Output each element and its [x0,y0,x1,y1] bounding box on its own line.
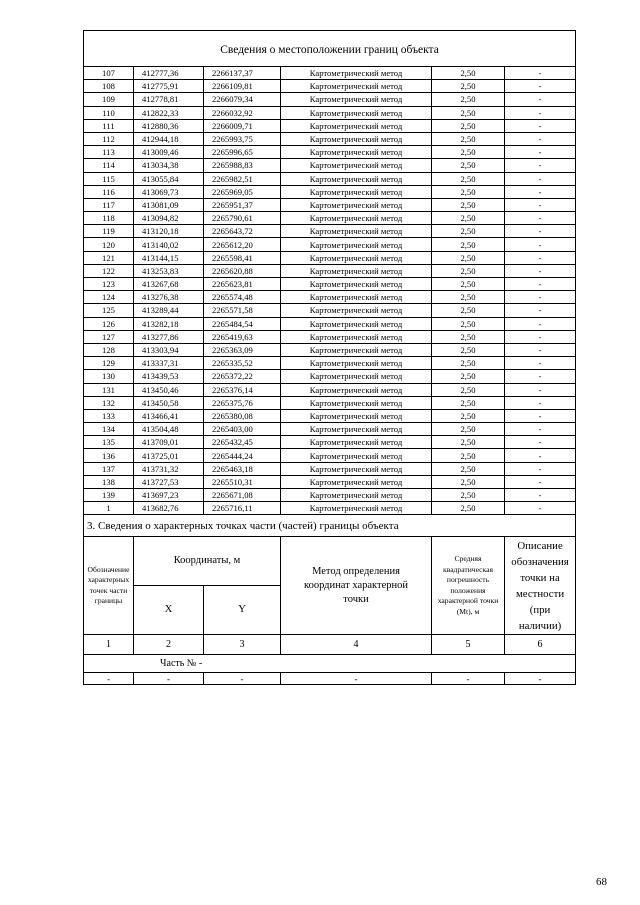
method-cell: Картометрический метод [281,449,432,462]
table-row [84,67,576,80]
point-number-cell: 128 [84,343,134,356]
error-cell: 2,50 [432,198,505,211]
y-coordinate-cell: 2265484,54 [204,317,281,330]
x-coordinate-cell: 413731,32 [134,462,204,475]
method-cell: Картометрический метод [281,475,432,488]
method-cell: Картометрический метод [281,225,432,238]
point-number-cell: 124 [84,291,134,304]
method-cell: Картометрический метод [281,291,432,304]
table-row [84,264,576,277]
table-row [84,159,576,172]
point-number-cell: 115 [84,172,134,185]
table-row [84,198,576,211]
point-number-cell: 137 [84,462,134,475]
point-number-cell: 1 [84,502,134,515]
method-cell: Картометрический метод [281,502,432,515]
description-cell: - [505,278,576,291]
point-number-cell: 133 [84,409,134,422]
point-number-cell: 130 [84,370,134,383]
table-row [84,475,576,488]
y-coordinate-cell: 2265510,31 [204,475,281,488]
table-title: Сведения о местоположении границ объекта [84,31,576,67]
description-cell: - [505,489,576,502]
x-coordinate-cell: 413140,02 [134,238,204,251]
y-coordinate-cell: 2265982,51 [204,172,281,185]
point-number-cell: 117 [84,198,134,211]
point-number-cell: 109 [84,93,134,106]
description-cell: - [505,185,576,198]
y-coordinate-cell: 2265380,08 [204,409,281,422]
description-cell: - [505,449,576,462]
description-cell: - [505,172,576,185]
point-number-cell: 132 [84,396,134,409]
y-coordinate-cell: 2265419,63 [204,330,281,343]
point-number-cell: 119 [84,225,134,238]
y-coordinate-cell: 2266137,37 [204,67,281,80]
description-cell: - [505,436,576,449]
y-coordinate-cell: 2265643,72 [204,225,281,238]
error-cell: 2,50 [432,185,505,198]
point-number-cell: 116 [84,185,134,198]
point-number-cell: 125 [84,304,134,317]
description-cell: - [505,198,576,211]
method-cell: Картометрический метод [281,159,432,172]
dash-cell: - [432,673,505,685]
method-cell: Картометрический метод [281,93,432,106]
error-cell: 2,50 [432,146,505,159]
method-cell: Картометрический метод [281,198,432,211]
description-cell: - [505,251,576,264]
error-cell: 2,50 [432,106,505,119]
y-coordinate-cell: 2265403,00 [204,423,281,436]
method-cell: Картометрический метод [281,489,432,502]
x-coordinate-cell: 413289,44 [134,304,204,317]
error-cell: 2,50 [432,449,505,462]
point-number-cell: 121 [84,251,134,264]
description-cell: - [505,212,576,225]
y-coordinate-cell: 2265375,76 [204,396,281,409]
table-row [84,132,576,145]
table-row [84,409,576,422]
table-row [84,185,576,198]
error-cell: 2,50 [432,238,505,251]
table-row [84,462,576,475]
x-coordinate-cell: 413727,53 [134,475,204,488]
y-coordinate-cell: 2265376,14 [204,383,281,396]
method-cell: Картометрический метод [281,357,432,370]
description-cell: - [505,291,576,304]
x-coordinate-cell: 413504,48 [134,423,204,436]
y-coordinate-cell: 2265969,05 [204,185,281,198]
description-cell: - [505,119,576,132]
error-cell: 2,50 [432,291,505,304]
column-number-1: 1 [84,635,134,655]
error-cell: 2,50 [432,119,505,132]
error-cell: 2,50 [432,396,505,409]
table-row [84,212,576,225]
method-cell: Картометрический метод [281,317,432,330]
point-number-cell: 118 [84,212,134,225]
error-cell: 2,50 [432,159,505,172]
x-coordinate-cell: 413081,09 [134,198,204,211]
point-number-cell: 120 [84,238,134,251]
table-row [84,119,576,132]
description-cell: - [505,423,576,436]
method-cell: Картометрический метод [281,172,432,185]
error-cell: 2,50 [432,475,505,488]
column-number-4: 4 [281,635,432,655]
table-row [84,370,576,383]
description-cell: - [505,462,576,475]
method-cell: Картометрический метод [281,67,432,80]
y-coordinate-cell: 2265463,18 [204,462,281,475]
method-cell: Картометрический метод [281,409,432,422]
dash-cell: - [84,673,134,685]
point-number-cell: 131 [84,383,134,396]
column-number-5: 5 [432,635,505,655]
section-3-title: 3. Сведения о характерных точках части (частей) границы объекта [84,515,576,537]
method-cell: Картометрический метод [281,119,432,132]
method-cell: Картометрический метод [281,370,432,383]
y-coordinate-cell: 2265993,75 [204,132,281,145]
y-coordinate-cell: 2265363,09 [204,343,281,356]
method-cell: Картометрический метод [281,396,432,409]
point-number-cell: 108 [84,80,134,93]
header-method: Метод определения координат характерной точки [281,537,432,635]
x-coordinate-cell: 412777,36 [134,67,204,80]
method-cell: Картометрический метод [281,436,432,449]
description-cell: - [505,409,576,422]
y-coordinate-cell: 2265432,45 [204,436,281,449]
boundary-table [83,30,576,685]
x-coordinate-cell: 413069,73 [134,185,204,198]
y-coordinate-cell: 2265612,20 [204,238,281,251]
point-number-cell: 129 [84,357,134,370]
x-coordinate-cell: 413055,84 [134,172,204,185]
point-number-cell: 122 [84,264,134,277]
method-cell: Картометрический метод [281,251,432,264]
header-coordinates: Координаты, м [134,537,281,586]
point-number-cell: 126 [84,317,134,330]
point-number-cell: 127 [84,330,134,343]
header-designation: Обозначение характерных точек части границы [84,537,134,635]
y-coordinate-cell: 2265951,37 [204,198,281,211]
point-number-cell: 110 [84,106,134,119]
error-cell: 2,50 [432,212,505,225]
description-cell: - [505,238,576,251]
x-coordinate-cell: 413009,46 [134,146,204,159]
x-coordinate-cell: 413144,15 [134,251,204,264]
y-coordinate-cell: 2265574,48 [204,291,281,304]
column-number-6: 6 [505,635,576,655]
y-coordinate-cell: 2265444,24 [204,449,281,462]
method-cell: Картометрический метод [281,146,432,159]
x-coordinate-cell: 413337,31 [134,357,204,370]
description-cell: - [505,396,576,409]
point-number-cell: 111 [84,119,134,132]
x-coordinate-cell: 412775,91 [134,80,204,93]
dash-cell: - [134,673,204,685]
error-cell: 2,50 [432,132,505,145]
table-row [84,291,576,304]
point-number-cell: 139 [84,489,134,502]
x-coordinate-cell: 413120,18 [134,225,204,238]
description-cell: - [505,357,576,370]
column-number-2: 2 [134,635,204,655]
x-coordinate-cell: 413034,38 [134,159,204,172]
method-cell: Картометрический метод [281,238,432,251]
dash-cell: - [204,673,281,685]
error-cell: 2,50 [432,423,505,436]
table-row [84,146,576,159]
point-number-cell: 123 [84,278,134,291]
x-coordinate-cell: 413094,82 [134,212,204,225]
description-cell: - [505,159,576,172]
x-coordinate-cell: 413277,86 [134,330,204,343]
table-row [84,489,576,502]
x-coordinate-cell: 413276,38 [134,291,204,304]
y-coordinate-cell: 2265623,81 [204,278,281,291]
method-cell: Картометрический метод [281,383,432,396]
page-number: 68 [596,876,607,888]
description-cell: - [505,317,576,330]
y-coordinate-cell: 2265790,61 [204,212,281,225]
y-coordinate-cell: 2265372,22 [204,370,281,383]
table-row [84,172,576,185]
error-cell: 2,50 [432,251,505,264]
point-number-cell: 114 [84,159,134,172]
error-cell: 2,50 [432,278,505,291]
column-number-3: 3 [204,635,281,655]
error-cell: 2,50 [432,264,505,277]
error-cell: 2,50 [432,343,505,356]
description-cell: - [505,330,576,343]
table-row [84,278,576,291]
x-coordinate-cell: 412822,33 [134,106,204,119]
point-number-cell: 135 [84,436,134,449]
table-row [84,396,576,409]
x-coordinate-cell: 413466,41 [134,409,204,422]
header-error: Средняя квадратическая погрешность положения характерной точки (Mt), м [432,537,505,635]
part-label: Часть № - [84,655,576,673]
y-coordinate-cell: 2266032,92 [204,106,281,119]
error-cell: 2,50 [432,462,505,475]
table-row [84,225,576,238]
error-cell: 2,50 [432,357,505,370]
y-coordinate-cell: 2266009,71 [204,119,281,132]
table-row [84,304,576,317]
table-row [84,423,576,436]
y-coordinate-cell: 2265716,11 [204,502,281,515]
x-coordinate-cell: 413450,46 [134,383,204,396]
method-cell: Картометрический метод [281,132,432,145]
error-cell: 2,50 [432,502,505,515]
error-cell: 2,50 [432,409,505,422]
point-number-cell: 138 [84,475,134,488]
error-cell: 2,50 [432,225,505,238]
dash-cell: - [281,673,432,685]
point-number-cell: 136 [84,449,134,462]
y-coordinate-cell: 2265988,83 [204,159,281,172]
y-coordinate-cell: 2266079,34 [204,93,281,106]
error-cell: 2,50 [432,317,505,330]
description-cell: - [505,502,576,515]
x-coordinate-cell: 413709,01 [134,436,204,449]
table-row [84,449,576,462]
description-cell: - [505,93,576,106]
x-coordinate-cell: 413682,76 [134,502,204,515]
error-cell: 2,50 [432,370,505,383]
x-coordinate-cell: 413725,01 [134,449,204,462]
table-row [84,436,576,449]
method-cell: Картометрический метод [281,185,432,198]
y-coordinate-cell: 2265671,08 [204,489,281,502]
method-cell: Картометрический метод [281,330,432,343]
description-cell: - [505,106,576,119]
point-number-cell: 107 [84,67,134,80]
method-cell: Картометрический метод [281,343,432,356]
header-description: Описание обозначения точки на местности (при наличии) [505,537,576,635]
point-number-cell: 112 [84,132,134,145]
header-x: X [134,586,204,635]
error-cell: 2,50 [432,304,505,317]
method-cell: Картометрический метод [281,304,432,317]
method-cell: Картометрический метод [281,106,432,119]
x-coordinate-cell: 412778,81 [134,93,204,106]
y-coordinate-cell: 2265335,52 [204,357,281,370]
y-coordinate-cell: 2265598,41 [204,251,281,264]
y-coordinate-cell: 2266109,81 [204,80,281,93]
x-coordinate-cell: 413282,18 [134,317,204,330]
table-row [84,343,576,356]
point-number-cell: 113 [84,146,134,159]
description-cell: - [505,475,576,488]
table-row [84,502,576,515]
error-cell: 2,50 [432,93,505,106]
x-coordinate-cell: 413450,58 [134,396,204,409]
table-row [84,106,576,119]
x-coordinate-cell: 413267,68 [134,278,204,291]
y-coordinate-cell: 2265571,58 [204,304,281,317]
error-cell: 2,50 [432,436,505,449]
x-coordinate-cell: 413253,83 [134,264,204,277]
x-coordinate-cell: 412880,36 [134,119,204,132]
method-cell: Картометрический метод [281,462,432,475]
x-coordinate-cell: 413303,94 [134,343,204,356]
method-cell: Картометрический метод [281,212,432,225]
table-row [84,93,576,106]
x-coordinate-cell: 412944,18 [134,132,204,145]
point-number-cell: 134 [84,423,134,436]
description-cell: - [505,370,576,383]
method-cell: Картометрический метод [281,278,432,291]
table-row [84,357,576,370]
description-cell: - [505,264,576,277]
error-cell: 2,50 [432,172,505,185]
table-row [84,330,576,343]
method-cell: Картометрический метод [281,264,432,277]
error-cell: 2,50 [432,80,505,93]
boundary-info-sheet [83,30,575,685]
table-row [84,383,576,396]
description-cell: - [505,343,576,356]
description-cell: - [505,80,576,93]
table-row [84,238,576,251]
method-cell: Картометрический метод [281,80,432,93]
description-cell: - [505,383,576,396]
x-coordinate-cell: 413697,23 [134,489,204,502]
table-row [84,317,576,330]
description-cell: - [505,304,576,317]
error-cell: 2,50 [432,330,505,343]
table-row [84,80,576,93]
y-coordinate-cell: 2265996,65 [204,146,281,159]
description-cell: - [505,146,576,159]
table-row [84,251,576,264]
description-cell: - [505,225,576,238]
error-cell: 2,50 [432,489,505,502]
x-coordinate-cell: 413439,53 [134,370,204,383]
dash-cell: - [505,673,576,685]
error-cell: 2,50 [432,67,505,80]
method-cell: Картометрический метод [281,423,432,436]
description-cell: - [505,132,576,145]
error-cell: 2,50 [432,383,505,396]
description-cell: - [505,67,576,80]
y-coordinate-cell: 2265620,88 [204,264,281,277]
header-y: Y [204,586,281,635]
